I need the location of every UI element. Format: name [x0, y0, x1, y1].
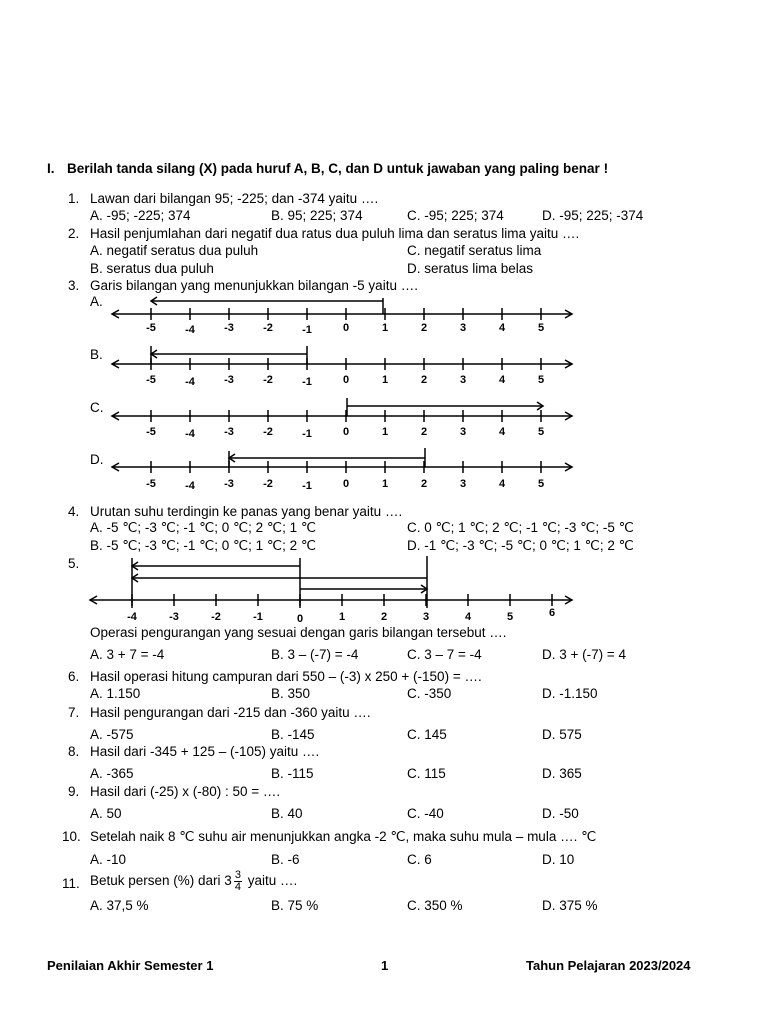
option-d: D. -50 [542, 806, 579, 821]
option-b-label: B. [90, 347, 103, 362]
tick-label: -5 [146, 478, 156, 490]
tick-label: 0 [296, 613, 304, 625]
question-text: Urutan suhu terdingin ke panas yang benar yaitu …. [90, 504, 403, 519]
tick-label: 1 [381, 322, 389, 334]
tick-label: -1 [302, 480, 312, 492]
tick-label: 6 [548, 607, 556, 619]
option-d: D. 575 [542, 727, 582, 742]
question-text [90, 866, 297, 896]
instruction-text: Berilah tanda silang (X) pada huruf A, B, C, dan D untuk jawaban yang paling benar ! [67, 161, 609, 176]
tick-label: 5 [537, 322, 545, 334]
option-d: D. 375 % [542, 898, 598, 913]
question-text-pre: Betuk persen (%) dari 3 [90, 873, 232, 888]
tick-label: 2 [420, 374, 428, 386]
fraction-denominator: 4 [234, 880, 241, 893]
fraction-numerator: 3 [234, 868, 241, 881]
tick-label: 5 [537, 426, 545, 438]
option-d: D. 365 [542, 766, 582, 781]
tick-label: 2 [380, 611, 388, 623]
option-c: C. 350 % [407, 898, 463, 913]
option-c: C. -95; 225; 374 [407, 208, 504, 223]
question-text: Hasil pengurangan dari -215 dan -360 yaitu …. [90, 705, 371, 720]
tick-label: 2 [420, 322, 428, 334]
footer-left: Penilaian Akhir Semester 1 [47, 958, 214, 973]
footer-right: Tahun Pelajaran 2023/2024 [526, 958, 691, 973]
tick-label: 4 [498, 374, 506, 386]
option-a: A. -95; -225; 374 [90, 208, 191, 223]
option-a-label: A. [90, 294, 103, 309]
option-d: D. -1.150 [542, 686, 598, 701]
option-c: C. 0 ℃; 1 ℃; 2 ℃; -1 ℃; -3 ℃; -5 ℃ [407, 520, 634, 535]
option-b: B. -145 [271, 727, 315, 742]
tick-label: 5 [537, 374, 545, 386]
option-b: B. seratus dua puluh [90, 261, 214, 276]
question-text: Lawan dari bilangan 95; -225; dan -374 yaitu …. [90, 191, 379, 206]
question-text: Hasil dari -345 + 125 – (-105) yaitu …. [90, 744, 320, 759]
tick-label: 4 [498, 478, 506, 490]
question-text: Garis bilangan yang menunjukkan bilangan -5 yaitu …. [90, 278, 418, 293]
tick-label: -5 [146, 322, 156, 334]
tick-label: -2 [263, 426, 273, 438]
tick-label: 0 [342, 478, 350, 490]
tick-label: 4 [498, 426, 506, 438]
tick-label: -3 [224, 374, 234, 386]
option-d: D. 10 [542, 852, 575, 867]
tick-label: -2 [263, 322, 273, 334]
tick-label: 4 [498, 322, 506, 334]
option-b: B. 40 [271, 806, 303, 821]
question-number: 8. [68, 744, 80, 759]
option-b: B. -5 ℃; -3 ℃; -1 ℃; 0 ℃; 1 ℃; 2 ℃ [90, 538, 317, 553]
tick-label: -1 [302, 324, 312, 336]
option-a: A. 50 [90, 806, 122, 821]
option-d: D. seratus lima belas [407, 261, 534, 276]
mixed-fraction [234, 870, 242, 893]
tick-label: -2 [263, 478, 273, 490]
tick-label: -4 [127, 611, 137, 623]
tick-label: -3 [169, 611, 179, 623]
tick-label: -2 [211, 611, 221, 623]
option-d-label: D. [90, 452, 104, 467]
tick-label: -5 [146, 374, 156, 386]
option-a: A. 37,5 % [90, 898, 149, 913]
option-b: B. -6 [271, 852, 300, 867]
tick-label: -2 [263, 374, 273, 386]
tick-label: 5 [506, 611, 514, 623]
section-label: I. [47, 161, 55, 176]
option-d: D. -1 ℃; -3 ℃; -5 ℃; 0 ℃; 1 ℃; 2 ℃ [407, 538, 634, 553]
question-number: 1. [68, 191, 80, 206]
option-d: D. 3 + (-7) = 4 [542, 647, 627, 662]
tick-label: 0 [342, 374, 350, 386]
option-a: A. 1.150 [90, 686, 141, 701]
question-text: Hasil dari (-25) x (-80) : 50 = …. [90, 784, 281, 799]
tick-label: 1 [381, 374, 389, 386]
question-number: 3. [68, 278, 80, 293]
option-a: A. -10 [90, 852, 127, 867]
question-text: Hasil operasi hitung campuran dari 550 – (-3) x 250 + (-150) = …. [90, 669, 482, 684]
tick-label: 1 [381, 426, 389, 438]
tick-label: -4 [185, 428, 195, 440]
tick-label: -3 [224, 426, 234, 438]
tick-label: 4 [464, 611, 472, 623]
tick-label: 3 [459, 322, 467, 334]
option-a: A. -575 [90, 727, 134, 742]
tick-label: 0 [342, 322, 350, 334]
question-number: 2. [68, 226, 80, 241]
option-a: A. negatif seratus dua puluh [90, 243, 259, 258]
question-text: Operasi pengurangan yang sesuai dengan garis bilangan tersebut …. [90, 625, 507, 640]
tick-label: 3 [459, 374, 467, 386]
option-b: B. 3 – (-7) = -4 [271, 647, 359, 662]
option-a: A. -5 ℃; -3 ℃; -1 ℃; 0 ℃; 2 ℃; 1 ℃ [90, 520, 317, 535]
question-number: 11. [62, 876, 80, 891]
option-a: A. 3 + 7 = -4 [90, 647, 165, 662]
option-c-label: C. [90, 400, 104, 415]
tick-label: -3 [224, 322, 234, 334]
option-b: B. 75 % [271, 898, 319, 913]
tick-label: -1 [302, 428, 312, 440]
question-text-post: yaitu …. [243, 873, 298, 888]
option-c: C. negatif seratus lima [407, 243, 542, 258]
footer-page-number: 1 [381, 958, 389, 973]
question-text: Hasil penjumlahan dari negatif dua ratus dua puluh lima dan seratus lima yaitu …. [90, 226, 580, 241]
tick-label: -4 [185, 324, 195, 336]
option-c: C. 145 [407, 727, 447, 742]
option-c: C. 6 [407, 852, 432, 867]
question-number: 9. [68, 784, 80, 799]
tick-label: -5 [146, 426, 156, 438]
question-number: 5. [68, 556, 80, 571]
question-number: 10. [62, 829, 81, 844]
question-number: 4. [68, 504, 80, 519]
question-text: Setelah naik 8 ℃ suhu air menunjukkan angka -2 ℃, maka suhu mula – mula …. ℃ [90, 829, 597, 844]
option-c: C. -350 [407, 686, 452, 701]
tick-label: -3 [224, 478, 234, 490]
option-d: D. -95; 225; -374 [542, 208, 644, 223]
tick-label: 2 [420, 426, 428, 438]
option-c: C. -40 [407, 806, 444, 821]
tick-label: 2 [420, 478, 428, 490]
tick-label: 0 [342, 426, 350, 438]
tick-label: 1 [338, 611, 346, 623]
tick-label: 1 [381, 478, 389, 490]
tick-label: -1 [302, 376, 312, 388]
option-c: C. 3 – 7 = -4 [407, 647, 482, 662]
question-number: 7. [68, 705, 80, 720]
tick-label: 3 [459, 478, 467, 490]
tick-label: 3 [459, 426, 467, 438]
tick-label: 3 [422, 611, 430, 623]
tick-label: -4 [185, 480, 195, 492]
tick-label: 5 [537, 478, 545, 490]
option-b: B. -115 [271, 766, 314, 781]
option-a: A. -365 [90, 766, 134, 781]
question-number: 6. [68, 669, 80, 684]
option-b: B. 95; 225; 374 [271, 208, 363, 223]
option-b: B. 350 [271, 686, 311, 701]
option-c: C. 115 [407, 766, 446, 781]
tick-label: -4 [185, 376, 195, 388]
tick-label: -1 [253, 611, 263, 623]
